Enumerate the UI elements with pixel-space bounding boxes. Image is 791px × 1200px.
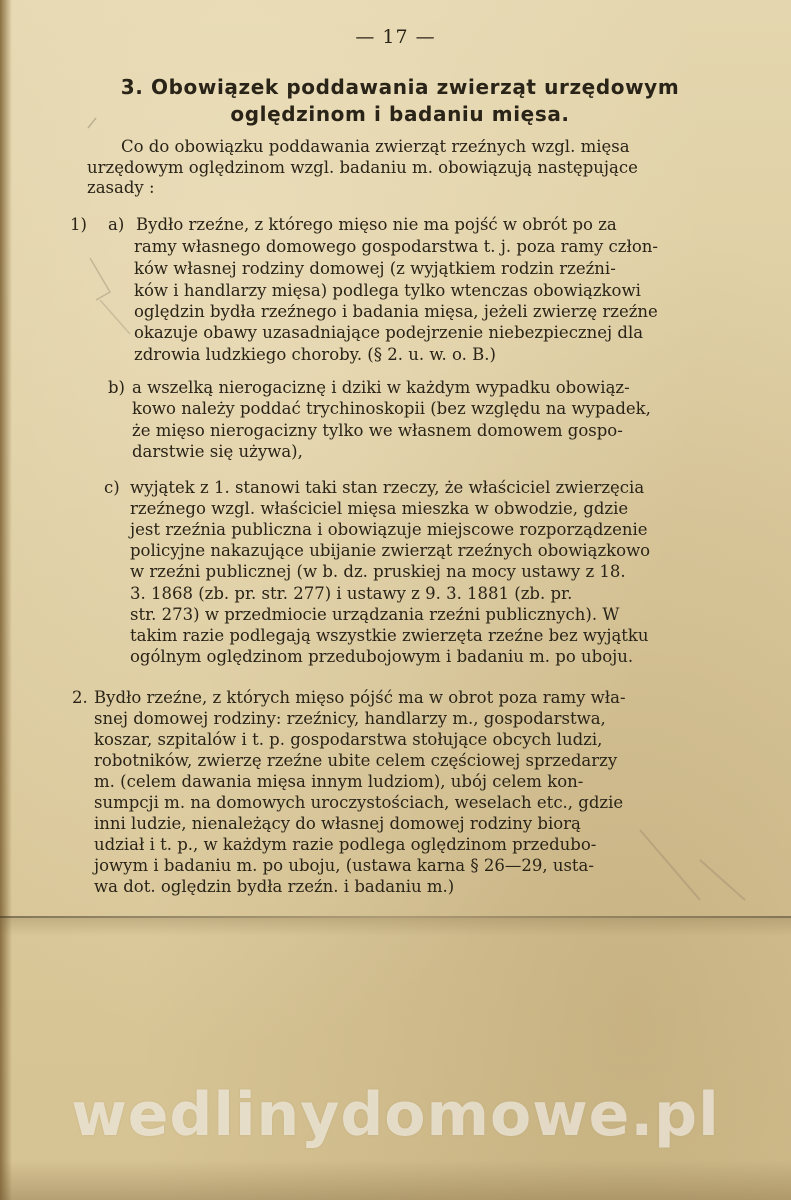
item-label-b: b) (108, 378, 125, 397)
section2-line: inni ludzie, nienależący do własnej domowej rodziny biorą (94, 814, 581, 833)
section-number: 2. (72, 688, 88, 707)
section2-line: m. (celem dawania mięsa innym ludziom), ubój celem kon- (94, 772, 584, 791)
item-a-line: zdrowia ludzkiego choroby. (§ 2. u. w. o. B.) (134, 345, 496, 364)
item-b-line: kowo należy poddać trychinoskopii (bez względu na wypadek, (132, 399, 651, 418)
section2-line: Bydło rzeźne, z których mięso pójść ma w obrot poza ramy wła- (94, 688, 626, 707)
page-number: — 17 — (355, 26, 436, 48)
item-c-line: wyjątek z 1. stanowi taki stan rzeczy, że właściciel zwierzęcia (130, 478, 645, 497)
intro-line: urzędowym oględzinom wzgl. badaniu m. obowiązują następujące (87, 158, 638, 177)
section2-line: robotników, zwierzę rzeźne ubite celem częściowej sprzedarzy (94, 751, 618, 770)
item-c-line: takim razie podlegają wszystkie zwierzęta rzeźne bez wyjątku (130, 626, 649, 645)
item-c-line: w rzeźni publicznej (w b. dz. pruskiej na mocy ustawy z 18. (130, 562, 626, 581)
section2-line: udział i t. p., w każdym razie podlega oględzinom przedubo- (94, 835, 597, 854)
item-b-line: że mięso nierogacizny tylko we własnem domowem gospo- (132, 421, 623, 440)
item-c-line: ogólnym oględzinom przedubojowym i badaniu m. po uboju. (130, 647, 634, 666)
item-a-line: ków i handlarzy mięsa) podlega tylko wtenczas obowiązkowi (134, 281, 641, 300)
section-number: 1) (70, 215, 87, 234)
section2-line: wa dot. oględzin bydła rzeźn. i badaniu m.) (94, 877, 455, 896)
section2-line: sumpcji m. na domowych uroczystościach, weselach etc., gdzie (94, 793, 624, 812)
item-a-line: Bydło rzeźne, z którego mięso nie ma pojść w obrót po za (136, 215, 617, 234)
item-c-line: str. 273) w przedmiocie urządzania rzeźni publicznych). W (130, 605, 620, 624)
watermark: wedlinydomowe.pl (71, 1080, 720, 1150)
item-a-line: ramy własnego domowego gospodarstwa t. j. poza ramy człon- (134, 237, 658, 256)
item-b-line: darstwie się używa), (132, 442, 303, 461)
heading-line: 3. Obowiązek poddawania zwierząt urzędowym (120, 75, 680, 99)
item-a-line: okazuje obawy uzasadniające podejrzenie niebezpiecznej dla (134, 323, 644, 342)
item-a-line: ków własnej rodziny domowej (z wyjątkiem rodzin rzeźni- (134, 259, 616, 278)
item-c-line: policyjne nakazujące ubijanie zwierząt rzeźnych obowiązkowo (130, 541, 651, 560)
section-heading (60, 74, 740, 128)
intro-line: Co do obowiązku poddawania zwierząt rzeźnych wzgl. mięsa (121, 137, 630, 156)
heading-line: oględzinom i badaniu mięsa. (230, 102, 570, 126)
section2-line: koszar, szpitalów i t. p. gospodarstwa stołujące obcych ludzi, (94, 730, 603, 749)
item-c-line: rzeźnego wzgl. właściciel mięsa mieszka w obwodzie, gdzie (130, 499, 629, 518)
item-b-line: a wszelką nierogaciznę i dziki w każdym wypadku obowiąz- (132, 378, 630, 397)
intro-line: zasady : (87, 178, 155, 197)
item-label-a: a) (108, 215, 125, 234)
section2-line: snej domowej rodziny: rzeźnicy, handlarzy m., gospodarstwa, (94, 709, 606, 728)
item-c-line: 3. 1868 (zb. pr. str. 277) i ustawy z 9. 3. 1881 (zb. pr. (130, 584, 573, 603)
item-c-line: jest rzeźnia publiczna i obowiązuje miejscowe rozporządzenie (130, 520, 648, 539)
item-label-c: c) (104, 478, 120, 497)
item-a-line: oględzin bydła rzeźnego i badania mięsa, jeżeli zwierzę rzeźne (134, 302, 658, 321)
section2-line: jowym i badaniu m. po uboju, (ustawa karna § 26—29, usta- (94, 856, 594, 875)
